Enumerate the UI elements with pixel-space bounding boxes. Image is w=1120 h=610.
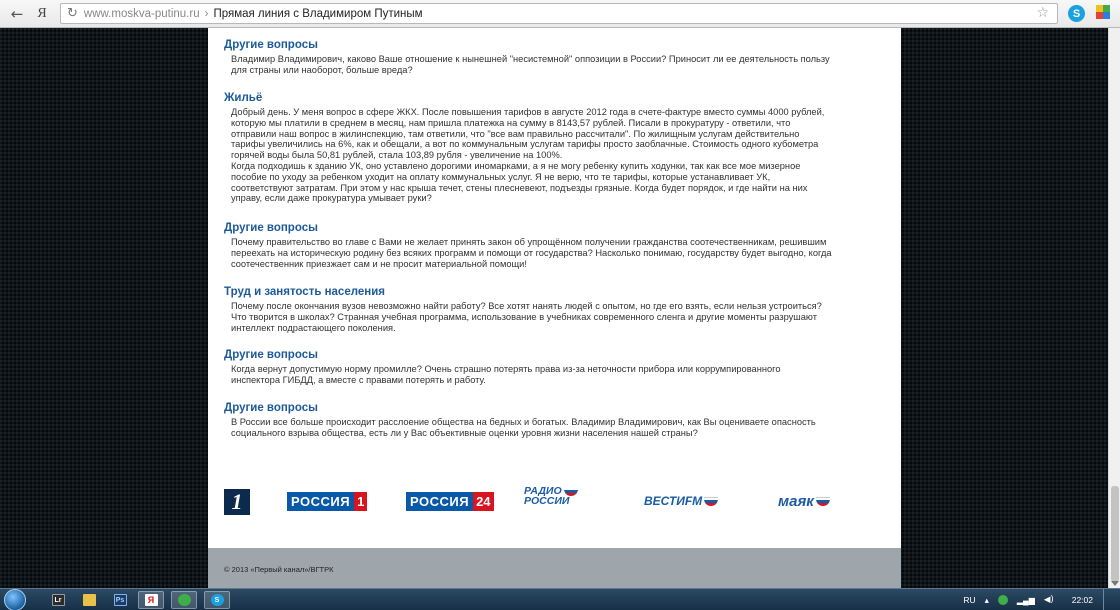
folder-icon [83, 594, 96, 606]
radio-logo-line1: РАДИО [524, 485, 562, 497]
yandex-button[interactable]: Я [37, 5, 47, 21]
question-item [224, 401, 884, 439]
radio-logo-line2: РОССИИ [524, 495, 570, 507]
question-text: Когда вернут допустимую норму промилле? Очень страшно потерять права из-за неточности прибора или коррумпированного инспектора ГИБДД, а вместе с правами потерять и работу. [231, 364, 781, 385]
taskbar-skype[interactable] [204, 591, 230, 609]
extension-puzzle-icon[interactable] [1096, 5, 1110, 21]
question-item [224, 221, 884, 269]
rossia-1-logo-number: 1 [354, 492, 367, 511]
rossia-24-logo-word: РОССИЯ [406, 492, 473, 511]
browser-toolbar [0, 0, 1120, 28]
scrollbar-thumb[interactable] [1111, 486, 1119, 582]
question-category[interactable]: Другие вопросы [224, 349, 318, 361]
radio-rossii-logo[interactable] [524, 486, 578, 516]
bookmark-star-icon[interactable]: ☆ [1036, 5, 1049, 21]
system-tray [954, 589, 1112, 610]
questions-panel [208, 28, 901, 548]
photoshop-icon: Ps [114, 594, 127, 606]
scroll-down-arrow-icon[interactable] [1111, 581, 1119, 586]
tray-expand-icon[interactable]: ▴ [984, 594, 989, 605]
question-item [224, 285, 884, 333]
back-button[interactable]: ← [10, 4, 24, 23]
skype-tray-icon[interactable] [998, 595, 1008, 605]
clock[interactable]: 22:02 [1071, 595, 1093, 605]
url-page-title: Прямая линия с Владимиром Путиным [213, 7, 423, 20]
question-text: Почему после окончания вузов невозможно найти работу? Все хотят нанять людей с опытом, но где его взять, если нельзя устроиться? Что творится в школах? Странная учебная программа, использование в учебниках современного сленга и другие моменты разрушают интеллект подрастающего поколения. [231, 301, 822, 333]
network-signal-icon[interactable]: ▂▄▆ [1016, 595, 1035, 605]
vertical-scrollbar[interactable] [1108, 28, 1120, 588]
question-text: Владимир Владимирович, каково Ваше отношение к нынешней "несистемной" оппозиции в России? Приносит ли ее деятельность пользу для страны или наоборот, больше вреда? [231, 54, 830, 75]
rossia-24-logo-number: 24 [473, 492, 493, 511]
volume-icon[interactable]: ◀) [1043, 595, 1054, 605]
russian-flag-icon [704, 497, 718, 506]
question-item [224, 91, 884, 204]
question-item [224, 38, 884, 76]
yandex-browser-icon: Я [145, 594, 158, 606]
taskbar-lightroom[interactable] [45, 591, 71, 609]
rossia-1-logo[interactable] [287, 486, 367, 516]
taskbar-app-green[interactable] [171, 591, 197, 609]
russian-flag-icon [816, 497, 830, 506]
question-category[interactable]: Другие вопросы [224, 222, 318, 234]
vesti-fm-logo[interactable] [644, 486, 718, 516]
mayak-logo[interactable] [778, 486, 830, 516]
address-bar[interactable] [60, 3, 1058, 24]
vesti-logo-text: ВЕСТИFM [644, 494, 703, 508]
taskbar-photoshop[interactable] [107, 591, 133, 609]
rossia-1-logo-word: РОССИЯ [287, 492, 354, 511]
page-footer [208, 548, 901, 588]
skype-icon: S [211, 594, 224, 606]
show-desktop-button[interactable] [1103, 589, 1112, 610]
channel-one-logo[interactable]: 1 [224, 489, 250, 515]
copyright-text: © 2013 «Первый канал»/ВГТРК [224, 565, 334, 574]
rossia-24-logo[interactable] [406, 486, 494, 516]
question-category[interactable]: Жильё [224, 92, 263, 104]
green-app-icon [178, 594, 191, 606]
question-text: В России все больше происходит расслоение общества на бедных и богатых. Владимир Владимирович, как Вы оцениваете опасность социального взрыва общества, есть ли у Вас объективные оценки уровня жизни населения нашей страны? [231, 417, 816, 438]
reload-icon[interactable]: ↻ [67, 6, 78, 21]
mayak-logo-text: маяк [778, 492, 814, 510]
partner-logos [208, 486, 901, 522]
question-text: Почему правительство во главе с Вами не желает принять закон об упрощённом получении гражданства соотечественникам, решившим переехать на историческую родину без всяких программ и помощи от государства? Насколько понимаю, государству будет выгодно, когда соотечественник приезжает сам и не просит материальной помощи! [231, 237, 832, 269]
question-category[interactable]: Другие вопросы [224, 39, 318, 51]
question-item [224, 348, 884, 386]
windows-taskbar [0, 588, 1120, 610]
question-category[interactable]: Другие вопросы [224, 402, 318, 414]
url-separator: › [204, 7, 209, 20]
taskbar-yandex-browser[interactable] [138, 591, 164, 609]
question-text: Добрый день. У меня вопрос в сфере ЖКХ. После повышения тарифов в августе 2012 года в счете-фактуре вместо суммы 4000 рублей, которую мы платили в среднем в месяц, нам пришла платежка на сумму в 8143,57 рублей. Писали в прокуратуру - ответили, что отправили наш вопрос в жилинспекцию, там ответили, что "все вам правильно рассчитали". По жилищным услугам действительно тарифы увеличились на 6%, как и обещали, а вот по коммунальным услугам тарифы просто заоблачные. Стоимость одного кубометра горячей воды была 50,81 рублей, стала 103,89 рубля - увеличение на 100%. Когда подходишь к зданию УК, оно уставлено дорогими иномарками, а я не могу ребенку купить ходунки, так как все мое мизерное пособие по уходу за ребенком уходит на оплату коммунальных услуг. Я не верю, что те тарифы, которые устанавливает УК, соответствуют затратам. При этом у нас крыша течет, стены плесневеют, подъезды грязные. Когда будет порядок, и где найти на них управу, если даже прокуратура умывает руки? [231, 107, 825, 204]
start-button[interactable] [4, 589, 26, 610]
url-domain: www.moskva-putinu.ru [83, 7, 200, 20]
language-indicator[interactable]: RU [963, 595, 976, 605]
skype-extension-icon[interactable]: S [1068, 5, 1085, 22]
lightroom-icon: Lr [52, 594, 65, 606]
taskbar-explorer[interactable] [76, 591, 102, 609]
question-category[interactable]: Труд и занятость населения [224, 286, 385, 298]
